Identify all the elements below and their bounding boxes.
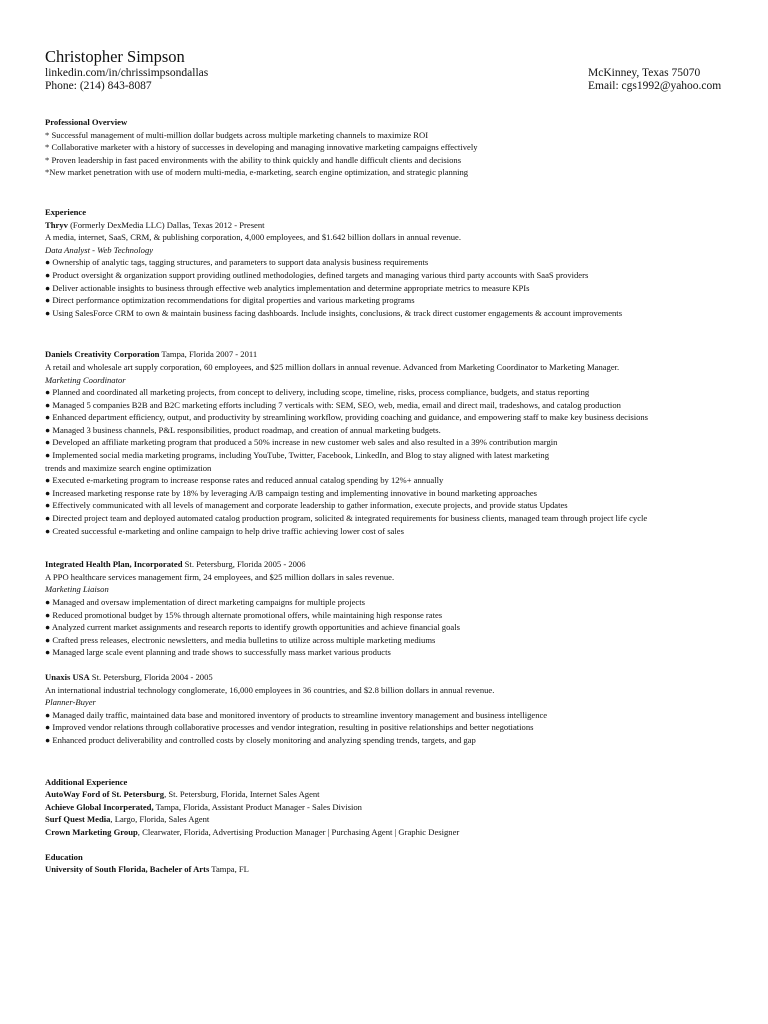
job-bullet: ● Implemented social media marketing programs, including YouTube, Twitter, Facebook, LinkedIn, and Blog to stay aligned with latest marketing trends and maximize search engine optimization bbox=[45, 450, 550, 473]
resume-body bbox=[45, 116, 735, 876]
job-bullet: ● Direct performance optimization recommendations for digital properties and various marketing programs bbox=[45, 295, 415, 306]
job-header bbox=[45, 219, 735, 232]
overview-item: * Successful management of multi-million dollar budgets across multiple marketing channels to maximize ROI bbox=[45, 129, 429, 140]
job-bullet: ● Created successful e-marketing and online campaign to help drive traffic achieving lower cost of sales bbox=[45, 525, 404, 536]
school-location: Tampa, FL bbox=[209, 864, 249, 875]
job-bullet: ● Planned and coordinated all marketing projects, from concept to delivery, including scope, timeline, risks, process compliance, budgets, and status reporting bbox=[45, 387, 590, 398]
additional-org: Achieve Global Incorperated, bbox=[45, 801, 154, 812]
company-location: St. Petersburg, Florida 2004 - 2005 bbox=[89, 671, 213, 682]
contact-right bbox=[588, 67, 721, 93]
additional-detail: Tampa, Florida, Assistant Product Manager - Sales Division bbox=[153, 801, 362, 812]
job-title: Data Analyst - Web Technology bbox=[45, 244, 154, 255]
job-bullet: ● Directed project team and deployed automated catalog production program, solicited & integrated requirements for business clients, managed team through project life cycle bbox=[45, 513, 648, 524]
job-bullet: ● Developed an affiliate marketing program that produced a 50% increase in new customer web sales and also resulted in a 39% contribution margin bbox=[45, 437, 558, 448]
company-summary: An international industrial technology conglomerate, 16,000 employees in 36 countries, and $2.8 billion dollars in annual revenue. bbox=[45, 684, 495, 695]
additional-item bbox=[45, 813, 735, 826]
overview-item: *New market penetration with use of modern multi-media, e-marketing, search engine optimization, and strategic planning bbox=[45, 167, 469, 178]
job-bullet: ● Managed large scale event planning and trade shows to successfully mass market various products bbox=[45, 647, 391, 658]
job-bullet: ● Crafted press releases, electronic newsletters, and media bulletins to utilize across multiple marketing mediums bbox=[45, 634, 436, 645]
additional-org: Crown Marketing Group bbox=[45, 826, 138, 837]
additional-detail: , Clearwater, Florida, Advertising Production Manager | Purchasing Agent | Graphic Designer bbox=[137, 826, 460, 837]
company-location: Tampa, Florida 2007 - 2011 bbox=[159, 349, 258, 360]
job-bullet: ● Analyzed current market assignments and research reports to identify growth opportunities and achieve financial goals bbox=[45, 622, 460, 633]
job-title: Marketing Coordinator bbox=[45, 374, 126, 385]
job-title: Marketing Liaison bbox=[45, 584, 109, 595]
additional-org: Surf Quest Media bbox=[45, 814, 111, 825]
company-summary: A PPO healthcare services management firm, 24 employees, and $25 million dollars in sales revenue. bbox=[45, 571, 395, 582]
experience-heading: Experience bbox=[45, 206, 87, 217]
job-bullet: ● Increased marketing response rate by 18% by leveraging A/B campaign testing and implementing innovative in bound marketing approaches bbox=[45, 487, 538, 498]
company-name: Thryv bbox=[45, 219, 68, 230]
overview-item: * Proven leadership in fast paced environments with the ability to think quickly and handle difficult clients and decisions bbox=[45, 154, 462, 165]
location: McKinney, Texas 75070 bbox=[588, 67, 701, 79]
company-name: Unaxis USA bbox=[45, 671, 90, 682]
email-address[interactable]: Email: cgs1992@yahoo.com bbox=[588, 80, 722, 92]
school-name: University of South Florida, Bacheler of Arts bbox=[45, 864, 210, 875]
job-bullet: ● Executed e-marketing program to increase response rates and reduced annual catalog spending by 12%+ annually bbox=[45, 475, 444, 486]
education-item bbox=[45, 863, 735, 876]
job-bullet: ● Product oversight & organization support providing outlined methodologies, defined targets and managing various third party accounts with SaaS providers bbox=[45, 269, 589, 280]
linkedin-url[interactable]: linkedin.com/in/chrissimpsondallas bbox=[45, 67, 209, 79]
job-bullet: ● Managed 3 business channels, P&L responsibilities, product roadmap, and creation of annual marketing budgets. bbox=[45, 424, 441, 435]
additional-item bbox=[45, 801, 735, 814]
job-bullet: ● Enhanced product deliverability and controlled costs by closely monitoring and analyzing spending trends, targets, and gap bbox=[45, 734, 476, 745]
job-header bbox=[45, 348, 735, 361]
company-summary: A retail and wholesale art supply corporation, 60 employees, and $25 million dollars in annual revenue. Advanced from Marketing Coordinator to Marketing Manager. bbox=[45, 361, 620, 372]
job-bullet: ● Enhanced department efficiency, output, and productivity by streamlining workflow, providing coaching and guidance, and empowering staff to make key business decisions bbox=[45, 412, 649, 423]
company-name: Daniels Creativity Corporation bbox=[45, 349, 160, 360]
company-location: (Formerly DexMedia LLC) Dallas, Texas 2012 - Present bbox=[67, 219, 265, 230]
job-bullet: ● Deliver actionable insights to business through effective web analytics implementation and determine appropriate metrics to measure KPIs bbox=[45, 282, 530, 293]
company-location: St. Petersburg, Florida 2005 - 2006 bbox=[182, 559, 306, 570]
job-bullet: ● Using SalesForce CRM to own & maintain business facing dashboards. Include insights, conclusions, & track direct customer engagements & account improvements bbox=[45, 307, 623, 318]
candidate-name: Christopher Simpson bbox=[45, 47, 185, 66]
job-title: Planner-Buyer bbox=[45, 697, 96, 708]
phone-number: Phone: (214) 843-8087 bbox=[45, 80, 152, 92]
job-header bbox=[45, 671, 735, 684]
additional-detail: , St. Petersburg, Florida, Internet Sales Agent bbox=[164, 789, 320, 800]
additional-item bbox=[45, 826, 735, 839]
job-bullet: ● Managed daily traffic, maintained data base and monitored inventory of products to streamline inventory management and business intelligence bbox=[45, 709, 548, 720]
job-header bbox=[45, 558, 735, 571]
overview-item: * Collaborative marketer with a history of successes in developing and managing innovative marketing campaigns effectively bbox=[45, 142, 478, 153]
job-bullet: ● Managed 5 companies B2B and B2C marketing efforts including 7 verticals with: SEM, SEO, web, media, email and direct mail, tradeshows, and catalog production bbox=[45, 399, 621, 410]
additional-heading: Additional Experience bbox=[45, 776, 128, 787]
company-name: Integrated Health Plan, Incorporated bbox=[45, 559, 183, 570]
company-summary: A media, internet, SaaS, CRM, & publishing corporation, 4,000 employees, and $1.642 billion dollars in annual revenue. bbox=[45, 232, 462, 243]
additional-item bbox=[45, 788, 735, 801]
job-bullet: ● Managed and oversaw implementation of direct marketing campaigns for multiple projects bbox=[45, 597, 365, 607]
overview-heading: Professional Overview bbox=[45, 117, 128, 127]
job-bullet: ● Improved vendor relations through collaborative processes and vendor integration, resulting in positive relationships and better negotiations bbox=[45, 722, 534, 733]
job-bullet: ● Effectively communicated with all levels of management and corporate leadership to gather information, execute projects, and provide status Updates bbox=[45, 500, 568, 511]
job-bullet: ● Reduced promotional budget by 15% through alternate promotional offers, while maintaining high response rates bbox=[45, 609, 443, 620]
additional-detail: , Largo, Florida, Sales Agent bbox=[110, 814, 210, 825]
job-bullet: ● Ownership of analytic tags, tagging structures, and parameters to support data analysis business requirements bbox=[45, 257, 429, 268]
contact-left bbox=[45, 67, 208, 93]
education-heading: Education bbox=[45, 851, 83, 862]
additional-org: AutoWay Ford of St. Petersburg bbox=[45, 789, 165, 800]
